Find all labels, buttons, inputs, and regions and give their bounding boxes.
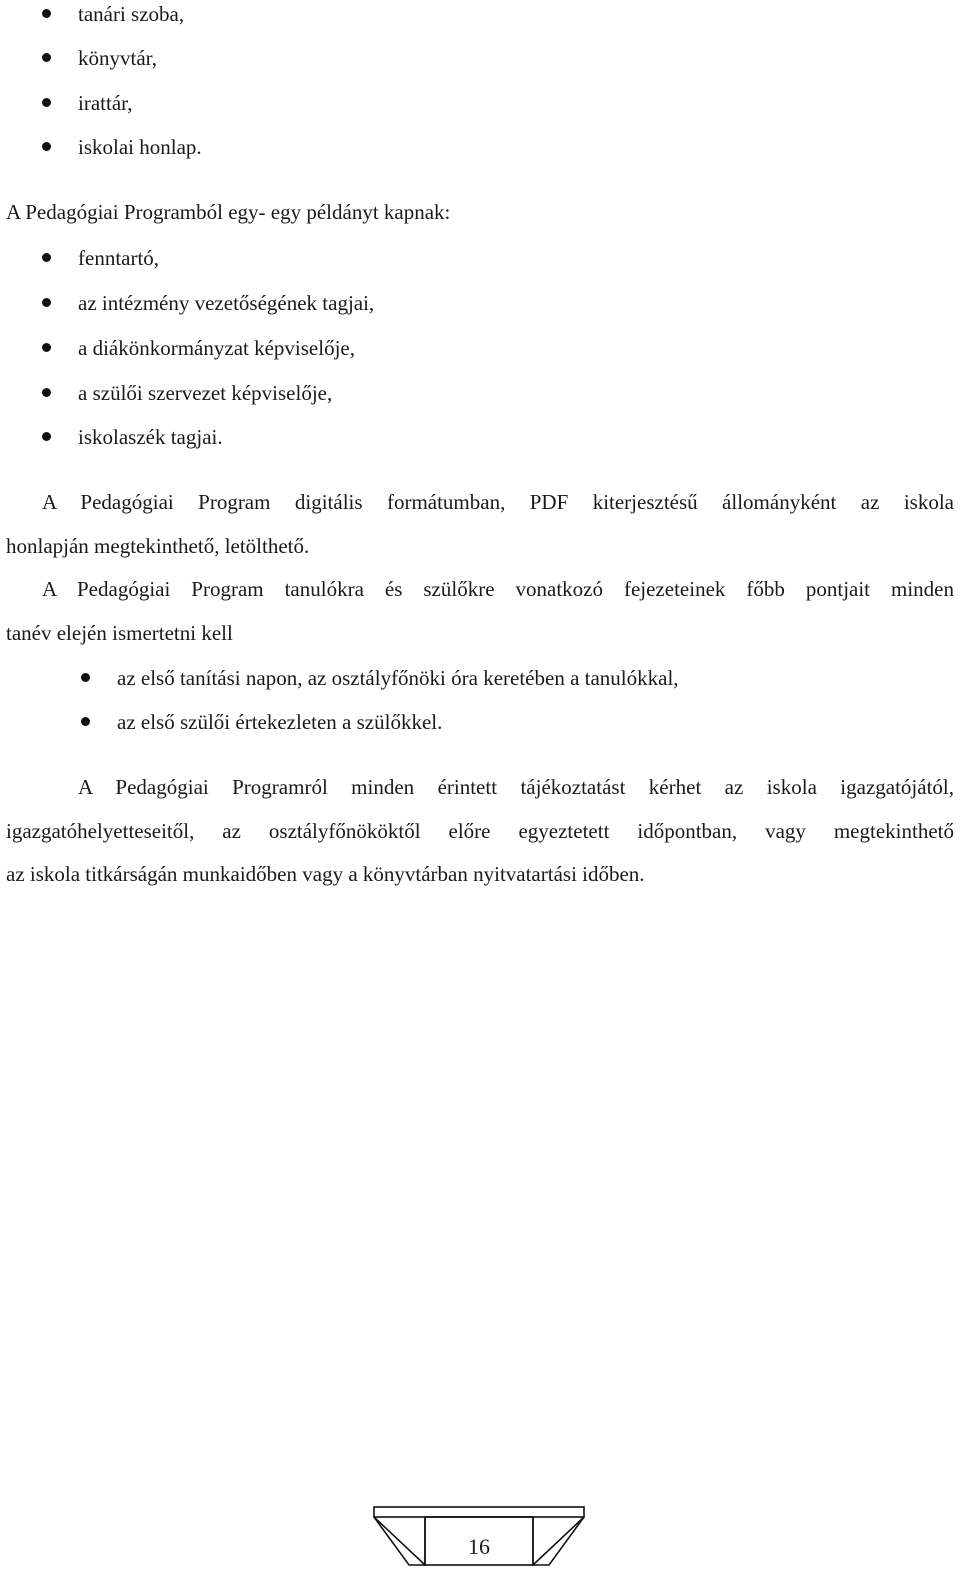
bullet-icon [81, 717, 90, 726]
list-item: a szülői szervezet képviselője, [78, 381, 333, 405]
list-item: könyvtár, [78, 46, 158, 70]
bullet-icon [42, 343, 51, 352]
bullet-icon [42, 298, 51, 307]
bullet-icon [81, 673, 90, 682]
paragraph-line: A Pedagógiai Program tanulókra és szülőkre vonatkozó fejezeteinek főbb pontjait minden [42, 577, 954, 601]
list-item: az első szülői értekezleten a szülőkkel. [117, 710, 443, 734]
page-number-box [373, 1506, 585, 1566]
bullet-icon [42, 388, 51, 397]
list-item: fenntartó, [78, 246, 160, 270]
bullet-icon [42, 432, 51, 441]
page-number: 16 [468, 1534, 490, 1559]
paragraph-line: tanév elején ismertetni kell [6, 621, 233, 645]
list-item: az intézmény vezetőségének tagjai, [78, 291, 375, 315]
copies-intro: A Pedagógiai Programból egy- egy példányt kapnak: [6, 200, 451, 224]
list-item: iskolaszék tagjai. [78, 425, 223, 449]
list-item: a diákönkormányzat képviselője, [78, 336, 355, 360]
list-item: iskolai honlap. [78, 135, 202, 159]
paragraph-line: igazgatóhelyetteseitől, az osztályfőnököktől előre egyeztetett időpontban, vagy megtekinthető [6, 819, 954, 843]
paragraph-line: A Pedagógiai Programról minden érintett tájékoztatást kérhet az iskola igazgatójától, [78, 775, 954, 799]
bullet-icon [42, 53, 51, 62]
list-item: az első tanítási napon, az osztályfőnöki óra keretében a tanulókkal, [117, 666, 679, 690]
paragraph-line: az iskola titkárságán munkaidőben vagy a könyvtárban nyitvatartási időben. [6, 862, 645, 886]
bullet-icon [42, 142, 51, 151]
list-item: irattár, [78, 91, 133, 115]
list-item: tanári szoba, [78, 2, 185, 26]
bullet-icon [42, 9, 51, 18]
paragraph-line: A Pedagógiai Program digitális formátumban, PDF kiterjesztésű állományként az iskola [42, 490, 954, 514]
paragraph-line: honlapján megtekinthető, letölthető. [6, 534, 310, 558]
bullet-icon [42, 98, 51, 107]
bullet-icon [42, 253, 51, 262]
